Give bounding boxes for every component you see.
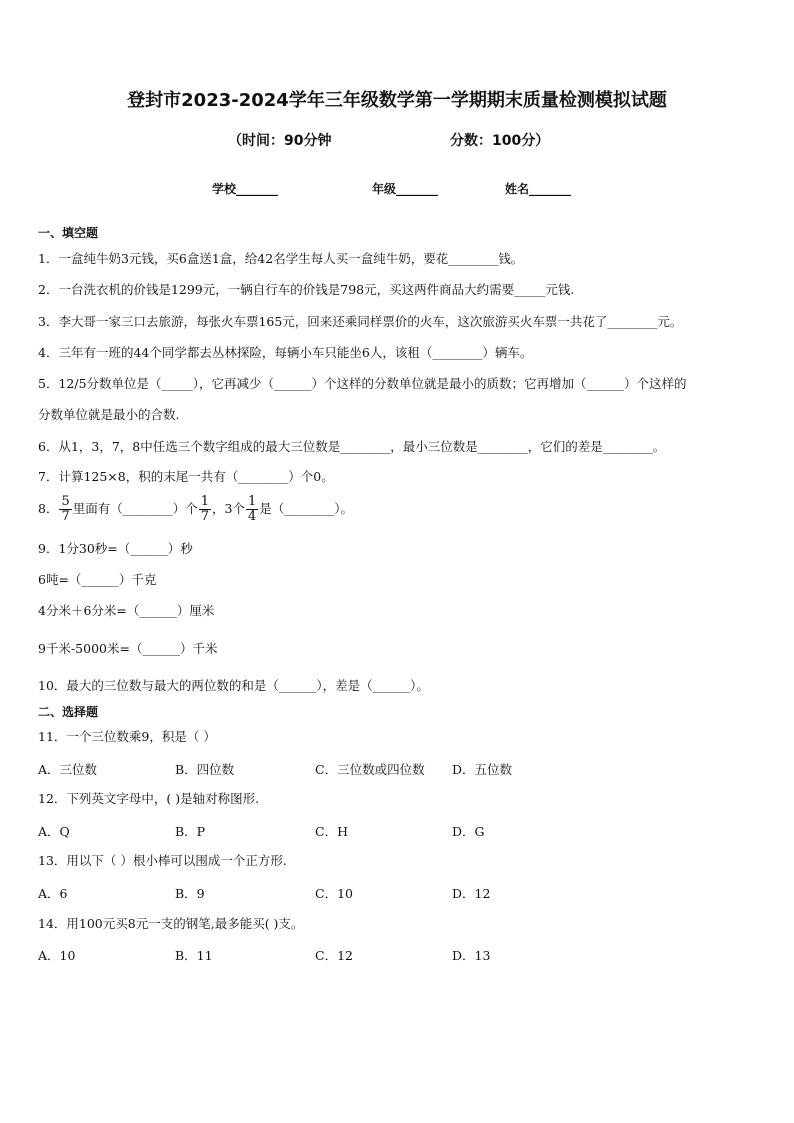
q12-option-d: D．G — [452, 824, 485, 839]
q13-option-d: D．12 — [452, 886, 491, 901]
section-heading-fill: 一、填空题 — [38, 226, 99, 240]
question-8 — [38, 495, 353, 524]
q14-option-d: D．13 — [452, 948, 491, 963]
q12-option-b: B．P — [175, 824, 206, 839]
question-11: 11．一个三位数乘9，积是（ ） — [38, 729, 216, 744]
question-4: 4．三年有一班的44个同学都去丛林探险，每辆小车只能坐6人，该租（________）辆车。 — [38, 345, 533, 360]
fraction-1-7: $\frac{1}{7}$ — [200, 494, 210, 524]
question-5-line-1: 5．12/5分数单位是（_____），它再减少（______）个这样的分数单位就是最小的质数；它再增加（______）个这样的 — [38, 376, 687, 391]
q8-prefix: 8． — [38, 501, 59, 516]
school-field: 学校_______ — [212, 182, 279, 196]
q13-option-b: B．9 — [175, 886, 205, 901]
q13-option-c: C．10 — [315, 886, 353, 901]
q11-option-d: D．五位数 — [452, 762, 513, 777]
question-9-d: 9千米-5000米=（______）千米 — [38, 641, 218, 656]
q8-text-3: 是（________）。 — [259, 501, 354, 516]
question-5-line-2: 分数单位就是最小的合数. — [38, 407, 180, 422]
question-2: 2．一台洗衣机的价钱是1299元，一辆自行车的价钱是798元，买这两件商品大约需要_____元钱. — [38, 282, 575, 297]
q12-option-c: C．H — [315, 824, 348, 839]
question-14: 14．用100元买8元一支的钢笔,最多能买( )支。 — [38, 916, 304, 931]
question-9-a: 9．1分30秒=（______）秒 — [38, 541, 193, 556]
question-3: 3．李大哥一家三口去旅游，每张火车票165元，回来还乘同样票价的火车，这次旅游买火车票一共花了________元。 — [38, 314, 683, 329]
section-heading-choice: 二、选择题 — [38, 705, 99, 719]
question-6: 6．从1，3，7，8中任选三个数字组成的最大三位数是________，最小三位数是________，它们的差是________。 — [38, 439, 666, 454]
question-9-b: 6吨=（______）千克 — [38, 572, 157, 587]
q13-option-a: A．6 — [38, 886, 68, 901]
name-field: 姓名_______ — [505, 182, 572, 196]
q11-option-b: B．四位数 — [175, 762, 235, 777]
q11-option-a: A．三位数 — [38, 762, 98, 777]
q8-text-2: ，3个 — [212, 501, 245, 516]
question-7: 7．计算125×8，积的末尾一共有（________）个0。 — [38, 469, 334, 484]
q14-option-c: C．12 — [315, 948, 353, 963]
fraction-1-4: $\frac{1}{4}$ — [247, 494, 257, 524]
exam-time: （时间：90分钟 — [228, 133, 332, 149]
question-12: 12．下列英文字母中，( )是轴对称图形. — [38, 791, 260, 806]
exam-score: 分数：100分） — [450, 133, 550, 149]
question-9-c: 4分米＋6分米=（______）厘米 — [38, 603, 215, 618]
fraction-5-7: $\frac{5}{7}$ — [61, 494, 70, 524]
q8-text-1: 里面有（________）个 — [72, 501, 198, 516]
grade-field: 年级_______ — [372, 182, 439, 196]
q14-option-b: B．11 — [175, 948, 213, 963]
question-1: 1．一盒纯牛奶3元钱，买6盒送1盒，给42名学生每人买一盒纯牛奶，要花________钱。 — [38, 251, 524, 266]
page-title: 登封市2023-2024学年三年级数学第一学期期末质量检测模拟试题 — [127, 90, 667, 111]
question-10: 10．最大的三位数与最大的两位数的和是（______），差是（______）。 — [38, 678, 429, 693]
q11-option-c: C．三位数或四位数 — [315, 762, 425, 777]
q12-option-a: A．Q — [38, 824, 70, 839]
question-13: 13．用以下（ ）根小棒可以围成一个正方形. — [38, 853, 287, 868]
q14-option-a: A．10 — [38, 948, 76, 963]
